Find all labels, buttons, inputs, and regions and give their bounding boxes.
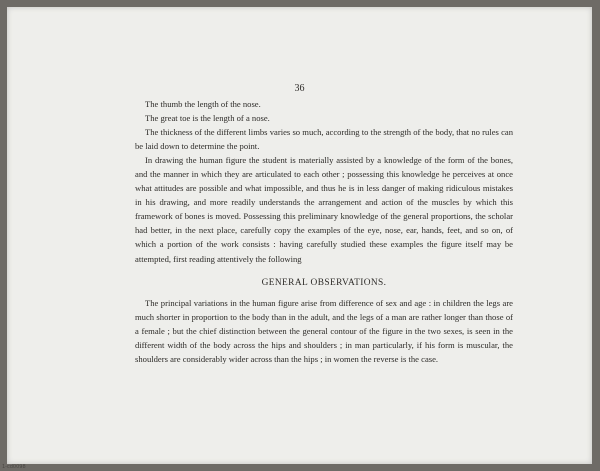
page-number: 36 bbox=[294, 83, 305, 94]
body-text bbox=[135, 97, 513, 366]
corner-mark: 1-cd0098 bbox=[2, 464, 26, 470]
paragraph-variations: The principal variations in the human figure arise from difference of sex and age : in children the legs are much shorter in proportion to the body than in the adult, and the legs of a man are rather longer than those of a female ; but the chief distinction between the general contour of the figure in the two sexes, is seen in the different width of the body across the hips and shoulders ; in man particularly, if his form is muscular, the shoulders are considerably wider across than the hips ; in women the reverse is the case. bbox=[135, 297, 513, 364]
section-heading: GENERAL OBSERVATIONS. bbox=[261, 277, 387, 288]
paragraph-thumb: The thumb the length of the nose. bbox=[145, 99, 261, 109]
paragraph-great-toe: The great toe is the length of a nose. bbox=[145, 113, 270, 124]
document-page bbox=[7, 7, 592, 464]
paragraph-drawing: In drawing the human figure the student is materially assisted by a knowledge of the form of the bones, and the manner in which they are articulated to each other ; possessing this knowledge he perceives at once what attitudes are possible and what impossible, and thus he is in less danger of making ridiculous mistakes in his drawing, and more readily understands the arrangement and action of the muscles by which this framework of bones is moved. Possessing this preliminary knowledge of the general proportions, the scholar had better, in the next place, carefully copy the examples of the eye, nose, ear, hands, feet, and so on, of which a portion of the work consists : having carefully studied these examples the figure itself may be attempted, first reading attentively the following bbox=[135, 155, 513, 264]
paragraph-thickness: The thickness of the different limbs varies so much, according to the strength of the body, that no rules can be laid down to determine the point. bbox=[135, 127, 513, 152]
